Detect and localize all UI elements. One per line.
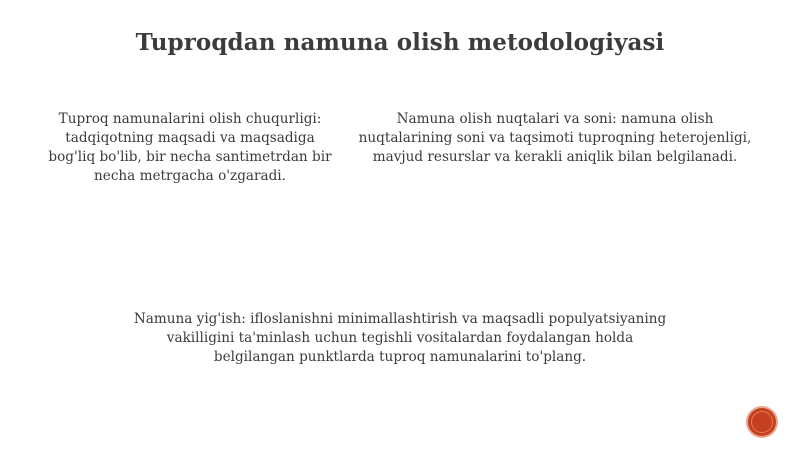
text-line: Tuproq namunalarini olish chuqurligi: (58, 111, 322, 127)
next-slide-button[interactable] (748, 408, 776, 436)
text-block-sampling-depth (40, 110, 340, 186)
text-line: tadqiqotning maqsadi va maqsadiga (65, 130, 315, 146)
text-line: bog'liq bo'lib, bir necha santimetrdan bir (48, 149, 332, 165)
text-line: nuqtalarining soni va taqsimoti tuproqning heterojenligi, (358, 130, 752, 146)
text-line: Namuna olish nuqtalari va soni: namuna olish (396, 111, 714, 127)
slide-title: Tuproqdan namuna olish metodologiyasi (135, 29, 665, 56)
text-line: necha metrgacha o'zgaradi. (94, 168, 286, 184)
text-line: mavjud resurslar va kerakli aniqlik bilan belgilanadi. (372, 149, 738, 165)
text-line: Namuna yig'ish: ifloslanishni minimallashtirish va maqsadli populyatsiyaning (133, 311, 667, 327)
text-line: belgilangan punktlarda tuproq namunalarini to'plang. (213, 349, 587, 365)
text-block-sample-collection (100, 310, 700, 367)
text-line: vakilligini ta'minlash uchun tegishli vositalardan foydalangan holda (166, 330, 634, 346)
text-block-sampling-points (350, 110, 760, 167)
circle-nav-icon (751, 411, 773, 433)
